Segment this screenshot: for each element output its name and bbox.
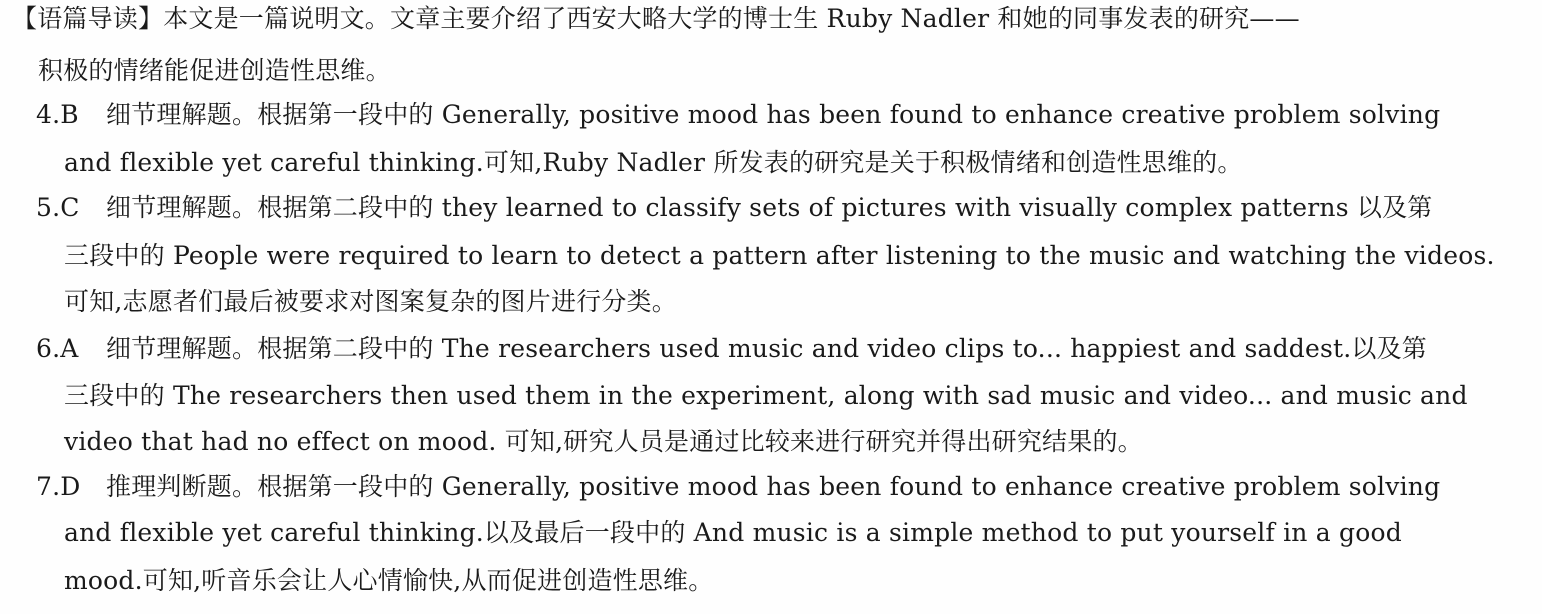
answer-item-7-line-2: and flexible yet careful thinking.以及最后一段中的 And music is a simple method to put yourself in a good	[64, 518, 1402, 547]
answer-item-4-line-1	[36, 100, 1440, 130]
reading-guide-line-1: 【语篇导读】本文是一篇说明文。文章主要介绍了西安大略大学的博士生 Ruby Nadler 和她的同事发表的研究——	[12, 4, 1300, 33]
answer-item-7-line-3: mood.可知,听音乐会让人心情愉快,从而促进创造性思维。	[64, 566, 714, 595]
answer-item-text: 细节理解题。根据第二段中的 The researchers used music and video clips to... happiest and saddest.以及第	[106, 334, 1428, 363]
answer-item-6-line-2: 三段中的 The researchers then used them in the experiment, along with sad music and video... and music and	[64, 381, 1468, 410]
answer-item-text: 细节理解题。根据第二段中的 they learned to classify sets of pictures with visually complex patterns 以及第	[106, 193, 1433, 222]
answer-item-number: 5.C	[36, 193, 80, 222]
reading-guide-line-2: 积极的情绪能促进创造性思维。	[38, 56, 391, 85]
answer-item-4-line-2: and flexible yet careful thinking.可知,Ruby Nadler 所发表的研究是关于积极情绪和创造性思维的。	[64, 148, 1243, 177]
answer-item-number: 6.A	[36, 334, 79, 363]
answer-item-number: 7.D	[36, 472, 81, 501]
answer-item-number: 4.B	[36, 100, 79, 129]
answer-item-7-line-1	[36, 472, 1440, 502]
answer-item-text: 推理判断题。根据第一段中的 Generally, positive mood has been found to enhance creative problem solving	[106, 472, 1441, 501]
answer-item-5-line-2: 三段中的 People were required to learn to detect a pattern after listening to the music and watching the videos.	[64, 241, 1495, 270]
answer-item-6-line-3: video that had no effect on mood. 可知,研究人员是通过比较来进行研究并得出研究结果的。	[64, 427, 1143, 456]
answer-item-text: 细节理解题。根据第一段中的 Generally, positive mood has been found to enhance creative problem solving	[106, 100, 1441, 129]
answer-item-6-line-1	[36, 334, 1427, 364]
answer-item-5-line-1	[36, 193, 1432, 223]
answer-item-5-line-3: 可知,志愿者们最后被要求对图案复杂的图片进行分类。	[64, 287, 677, 316]
